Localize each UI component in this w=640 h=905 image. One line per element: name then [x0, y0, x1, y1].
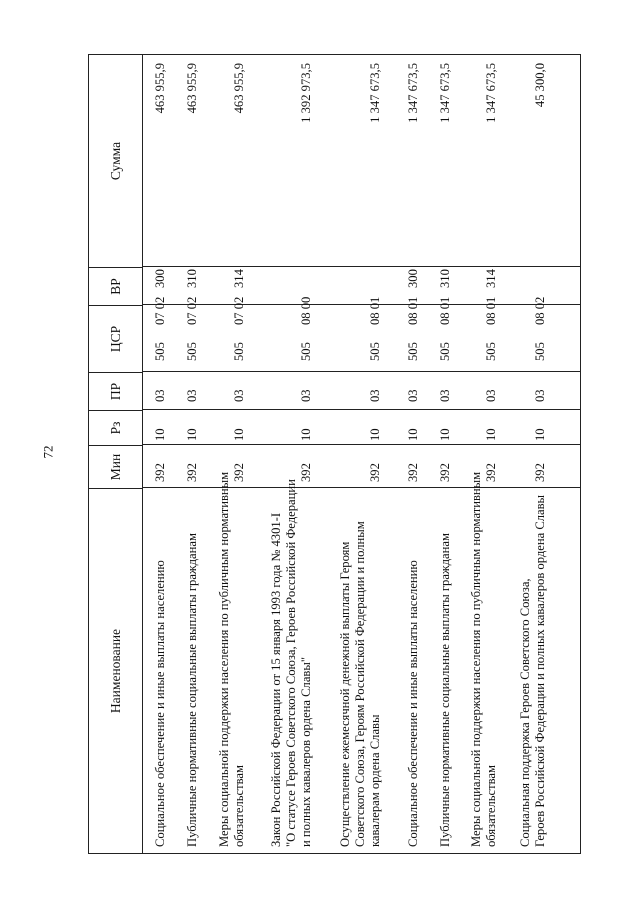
- row-name-line: Меры социальной поддержки населения по публичным нормативным: [469, 471, 483, 847]
- cell-pr: 03: [406, 389, 420, 402]
- row-name-line: Героев Российской Федерации и полных кавалеров ордена Славы: [533, 494, 547, 847]
- header-min: Мин: [89, 445, 142, 488]
- cell-vr: 300: [406, 269, 420, 288]
- cell-csr1: 505: [299, 342, 313, 361]
- table-body: [143, 55, 581, 853]
- cell-csr1: 505: [484, 342, 498, 361]
- row-name: [438, 488, 453, 853]
- row-name-line: обязательствам: [232, 765, 246, 847]
- row-name: [406, 488, 421, 853]
- cell-csr2: 07 02: [153, 296, 167, 325]
- cell-min: 392: [406, 463, 420, 482]
- cell-csr2: 07 02: [232, 296, 246, 325]
- cell-sum: 463 955,9: [232, 63, 246, 114]
- cell-vr: 314: [232, 269, 246, 288]
- row-name-line: Публичные нормативные социальные выплаты гражданам: [438, 533, 452, 847]
- cell-pr: 03: [232, 389, 246, 402]
- cell-min: 392: [438, 463, 452, 482]
- cell-sum: 1 347 673,5: [438, 63, 452, 123]
- cell-pr: 03: [368, 389, 382, 402]
- cell-vr: 310: [185, 269, 199, 288]
- cell-rz: 10: [232, 428, 246, 441]
- cell-sum: 463 955,9: [185, 63, 199, 114]
- row-name-line: Осуществление ежемесячной денежной выплаты Героям: [338, 541, 352, 847]
- cell-rz: 10: [368, 428, 382, 441]
- cell-csr2: 08 01: [368, 296, 382, 325]
- header-pr: ПР: [89, 372, 142, 410]
- table-row: [185, 55, 200, 853]
- page-number: 72: [40, 445, 56, 459]
- cell-csr1: 505: [185, 342, 199, 361]
- row-name-line: обязательствам: [484, 765, 498, 847]
- cell-csr1: 505: [533, 342, 547, 361]
- row-name-line: Социальная поддержка Героев Советского Союза,: [518, 578, 532, 847]
- row-name-line: кавалерам ордена Славы: [368, 714, 382, 847]
- cell-csr2: 08 01: [484, 296, 498, 325]
- row-name-line: Закон Российской Федерации от 15 января 1993 года № 4301-I: [269, 512, 283, 847]
- cell-pr: 03: [299, 389, 313, 402]
- cell-csr1: 505: [153, 342, 167, 361]
- table-header: [89, 55, 143, 853]
- row-name: [269, 479, 314, 853]
- header-csr: ЦСР: [89, 305, 142, 372]
- cell-vr: 310: [438, 269, 452, 288]
- cell-rz: 10: [406, 428, 420, 441]
- cell-sum: 1 347 673,5: [406, 63, 420, 123]
- table-row: [438, 55, 453, 853]
- cell-csr1: 505: [232, 342, 246, 361]
- cell-rz: 10: [533, 428, 547, 441]
- cell-rz: 10: [438, 428, 452, 441]
- cell-min: 392: [368, 463, 382, 482]
- cell-vr: 314: [484, 269, 498, 288]
- cell-pr: 03: [484, 389, 498, 402]
- cell-csr2: 07 02: [185, 296, 199, 325]
- table-row: [269, 55, 314, 853]
- cell-pr: 03: [438, 389, 452, 402]
- cell-min: 392: [533, 463, 547, 482]
- cell-rz: 10: [185, 428, 199, 441]
- table-row: [153, 55, 168, 853]
- header-rz: Рз: [89, 410, 142, 445]
- row-name: [153, 488, 168, 853]
- table-row: [406, 55, 421, 853]
- cell-rz: 10: [153, 428, 167, 441]
- row-name: [338, 488, 383, 853]
- cell-pr: 03: [185, 389, 199, 402]
- row-name-line: и полных кавалеров ордена Славы": [299, 657, 313, 847]
- row-name-line: Меры социальной поддержки населения по публичным нормативным: [217, 471, 231, 847]
- row-name: [185, 488, 200, 853]
- cell-min: 392: [484, 463, 498, 482]
- row-name-line: Социальное обеспечение и иные выплаты населению: [153, 560, 167, 847]
- cell-csr1: 505: [406, 342, 420, 361]
- header-name: Наименование: [89, 488, 142, 853]
- cell-sum: 463 955,9: [153, 63, 167, 114]
- cell-pr: 03: [533, 389, 547, 402]
- cell-min: 392: [153, 463, 167, 482]
- table-row: [469, 55, 499, 853]
- row-name-line: Публичные нормативные социальные выплаты гражданам: [185, 533, 199, 847]
- cell-min: 392: [232, 463, 246, 482]
- row-name-line: Социальное обеспечение и иные выплаты населению: [406, 560, 420, 847]
- cell-sum: 1 392 973,5: [299, 63, 313, 123]
- cell-csr1: 505: [438, 342, 452, 361]
- row-name-line: "О статусе Героев Советского Союза, Героев Российской Федерации: [284, 479, 298, 847]
- cell-csr2: 08 00: [299, 296, 313, 325]
- cell-sum: 45 300,0: [533, 63, 547, 108]
- header-vr: ВР: [89, 267, 142, 305]
- cell-sum: 1 347 673,5: [368, 63, 382, 123]
- table-row: [338, 55, 383, 853]
- cell-csr2: 08 01: [438, 296, 452, 325]
- table-row: [217, 55, 247, 853]
- header-sum: Сумма: [108, 141, 123, 181]
- cell-min: 392: [185, 463, 199, 482]
- row-name-line: Советского Союза, Героям Российской Федерации и полным: [353, 521, 367, 847]
- cell-csr2: 08 01: [406, 296, 420, 325]
- cell-sum: 1 347 673,5: [484, 63, 498, 123]
- cell-rz: 10: [299, 428, 313, 441]
- cell-csr1: 505: [368, 342, 382, 361]
- cell-vr: 300: [153, 269, 167, 288]
- cell-min: 392: [299, 463, 313, 482]
- cell-csr2: 08 02: [533, 296, 547, 325]
- budget-table: [88, 54, 581, 854]
- cell-pr: 03: [153, 389, 167, 402]
- cell-rz: 10: [484, 428, 498, 441]
- row-name: [518, 488, 548, 853]
- table-row: [518, 55, 548, 853]
